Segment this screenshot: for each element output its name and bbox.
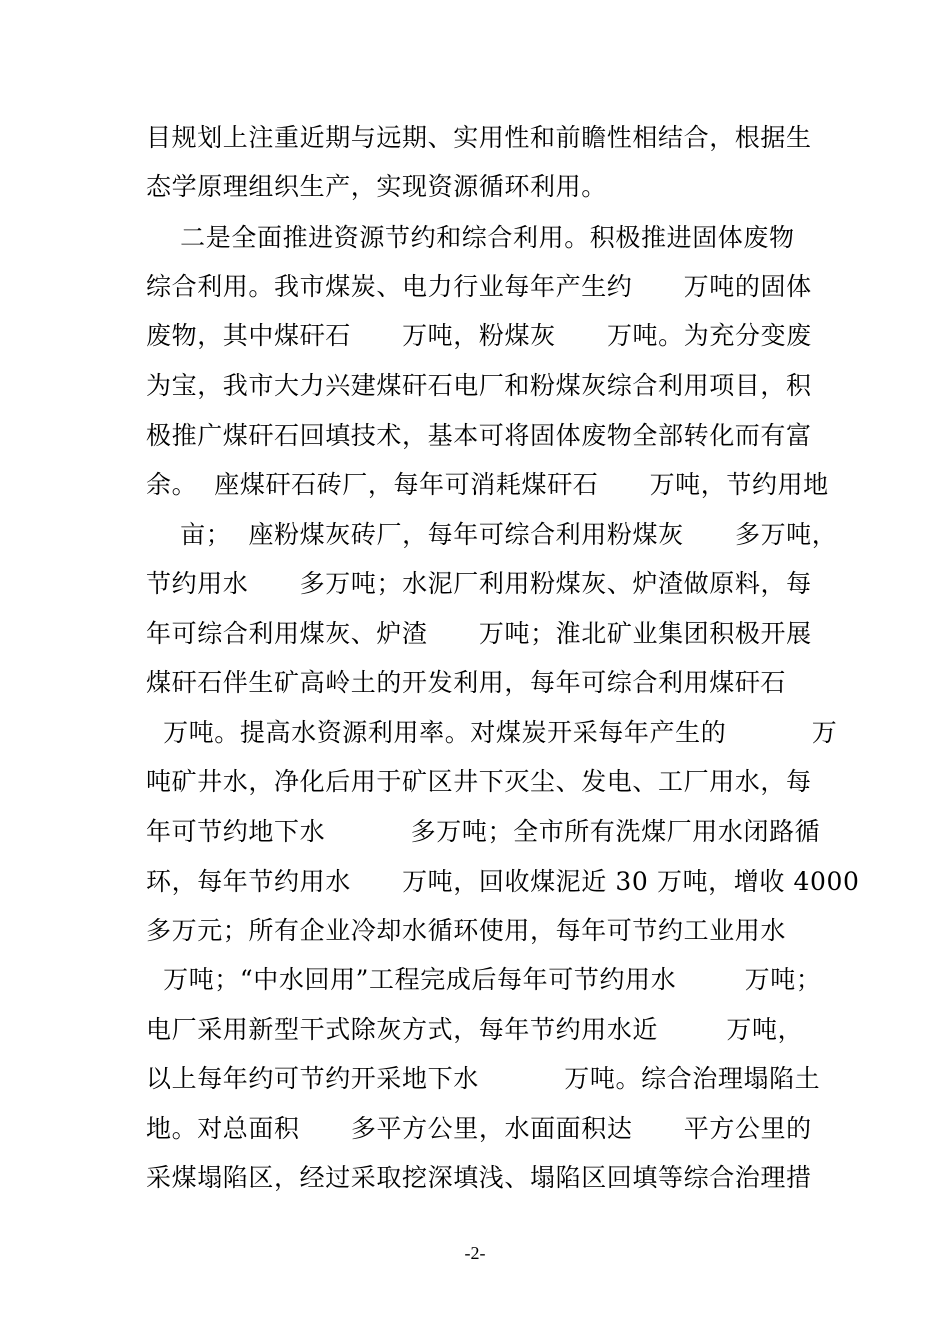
text-line: 亩； 座粉煤灰砖厂，每年可综合利用粉煤灰 多万吨， bbox=[146, 520, 838, 549]
text-line: 年可综合利用煤灰、炉渣 万吨；淮北矿业集团积极开展 bbox=[146, 619, 812, 648]
text-line: 多万元；所有企业冷却水循环使用，每年可节约工业用水 bbox=[146, 916, 787, 945]
text-line: 节约用水 多万吨；水泥厂利用粉煤灰、炉渣做原料，每 bbox=[146, 569, 812, 598]
text-line: 吨矿井水，净化后用于矿区井下灭尘、发电、工厂用水，每 bbox=[146, 767, 812, 796]
text-line: 地。对总面积 多平方公里，水面面积达 平方公里的 bbox=[146, 1114, 812, 1143]
text-line: 电厂采用新型干式除灰方式，每年节约用水近 万吨， bbox=[146, 1015, 804, 1044]
text-line: 综合利用。我市煤炭、电力行业每年产生约 万吨的固体 bbox=[146, 272, 812, 301]
text-line: 废物，其中煤矸石 万吨，粉煤灰 万吨。为充分变废 bbox=[146, 321, 812, 350]
text-line: 态学原理组织生产，实现资源循环利用。 bbox=[146, 172, 607, 201]
text-line: 煤矸石伴生矿高岭土的开发利用，每年可综合利用煤矸石 bbox=[146, 668, 787, 697]
text-line: 环，每年节约用水 万吨，回收煤泥近 30 万吨，增收 4000 bbox=[146, 867, 860, 896]
text-line: 采煤塌陷区，经过采取挖深填浅、塌陷区回填等综合治理措 bbox=[146, 1163, 812, 1192]
text-line: 目规划上注重近期与远期、实用性和前瞻性相结合，根据生 bbox=[146, 123, 812, 152]
text-line: 万吨；“中水回用”工程完成后每年可节约用水 万吨； bbox=[146, 965, 822, 994]
page-number: -2- bbox=[464, 1243, 486, 1263]
text-line: 二是全面推进资源节约和综合利用。积极推进固体废物 bbox=[146, 223, 795, 252]
text-line: 余。 座煤矸石砖厂，每年可消耗煤矸石 万吨，节约用地 bbox=[146, 470, 829, 499]
text-line: 为宝，我市大力兴建煤矸石电厂和粉煤灰综合利用项目，积 bbox=[146, 371, 812, 400]
text-line: 以上每年约可节约开采地下水 万吨。综合治理塌陷土 bbox=[146, 1064, 821, 1093]
text-line: 极推广煤矸石回填技术，基本可将固体废物全部转化而有富 bbox=[146, 421, 812, 450]
text-line: 年可节约地下水 多万吨；全市所有洗煤厂用水闭路循 bbox=[146, 817, 821, 846]
text-line: 万吨。提高水资源利用率。对煤炭开采每年产生的 万 bbox=[146, 718, 838, 747]
